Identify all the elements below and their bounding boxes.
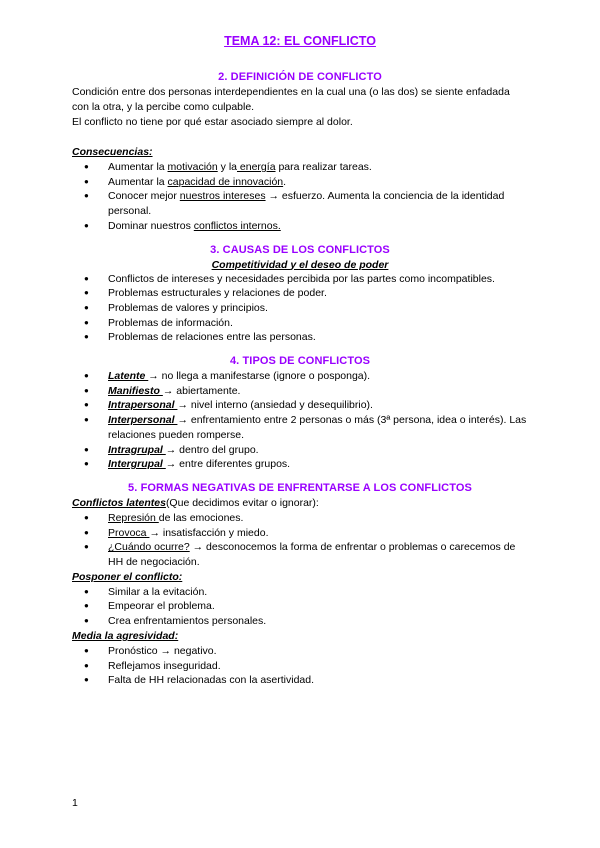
page-title: TEMA 12: EL CONFLICTO [224,34,376,48]
section-4-heading: 4. TIPOS DE CONFLICTOS [229,355,371,368]
definition-text: Condición entre dos personas interdependientes en la cual una (o las dos) se siente enfadada con la otra, y la percibe como culpable. [72,86,510,113]
definition-note: El conflicto no tiene por qué estar asociado siempre al dolor. [72,116,353,128]
list-item: ● Problemas de información. [72,316,528,331]
list-item: ● Pronóstico → negativo. [72,644,528,659]
list-item: ● Reflejamos inseguridad. [72,659,528,674]
list-item: ● Crea enfrentamientos personales. [72,614,528,629]
postpone-list [72,585,528,629]
list-item: ● Provoca → insatisfacción y miedo. [72,526,528,541]
list-item: ● Conocer mejor nuestros intereses → esfuerzo. Aumenta la conciencia de la identidad personal. [72,189,528,218]
section-2-heading: 2. DEFINICIÓN DE CONFLICTO [218,71,382,83]
aggressiveness-list [72,644,528,688]
aggressiveness-label: Media la agresividad: [72,629,179,642]
list-item: ● Aumentar la capacidad de innovación. [72,175,528,190]
page-number: 1 [72,797,78,809]
consequences-list [72,160,528,234]
list-item: ● Intergrupal → entre diferentes grupos. [72,457,528,472]
list-item: ● Dominar nuestros conflictos internos. [72,219,528,234]
list-item: ● Represión de las emociones. [72,511,528,526]
list-item: ● Intragrupal → dentro del grupo. [72,443,528,458]
list-item: ● Conflictos de intereses y necesidades percibida por las partes como incompatibles. [72,272,528,287]
list-item: ● Empeorar el problema. [72,599,528,614]
list-item: ● Interpersonal → enfrentamiento entre 2 personas o más (3ª persona, idea o interés). Las relaciones pueden romperse. [72,413,528,442]
list-item: ● Aumentar la motivación y la energía para realizar tareas. [72,160,528,175]
list-item: ● ¿Cuándo ocurre? → desconocemos la forma de enfrentar o problemas o carecemos de HH de negociación. [72,540,528,569]
section-3-subheading: Competitividad y el deseo de poder [211,258,389,271]
latent-list [72,511,528,570]
section-3-heading: 3. CAUSAS DE LOS CONFLICTOS [210,243,390,256]
list-item: ● Falta de HH relacionadas con la asertividad. [72,673,528,688]
section-5-heading: 5. FORMAS NEGATIVAS DE ENFRENTARSE A LOS CONFLICTOS [128,481,472,494]
postpone-label: Posponer el conflicto: [72,570,183,583]
latent-conflicts-line: Conflictos latentes(Que decidimos evitar o ignorar): [72,496,319,509]
consequences-label: Consecuencias: [72,146,153,158]
list-item: ● Manifiesto → abiertamente. [72,384,528,399]
list-item: ● Problemas de valores y principios. [72,301,528,316]
types-list [72,369,528,472]
list-item: ● Latente → no llega a manifestarse (ignore o posponga). [72,369,528,384]
causes-list [72,272,528,346]
list-item: ● Problemas estructurales y relaciones de poder. [72,286,528,301]
document-page [72,34,528,688]
list-item: ● Similar a la evitación. [72,585,528,600]
list-item: ● Intrapersonal → nivel interno (ansiedad y desequilibrio). [72,398,528,413]
list-item: ● Problemas de relaciones entre las personas. [72,330,528,345]
